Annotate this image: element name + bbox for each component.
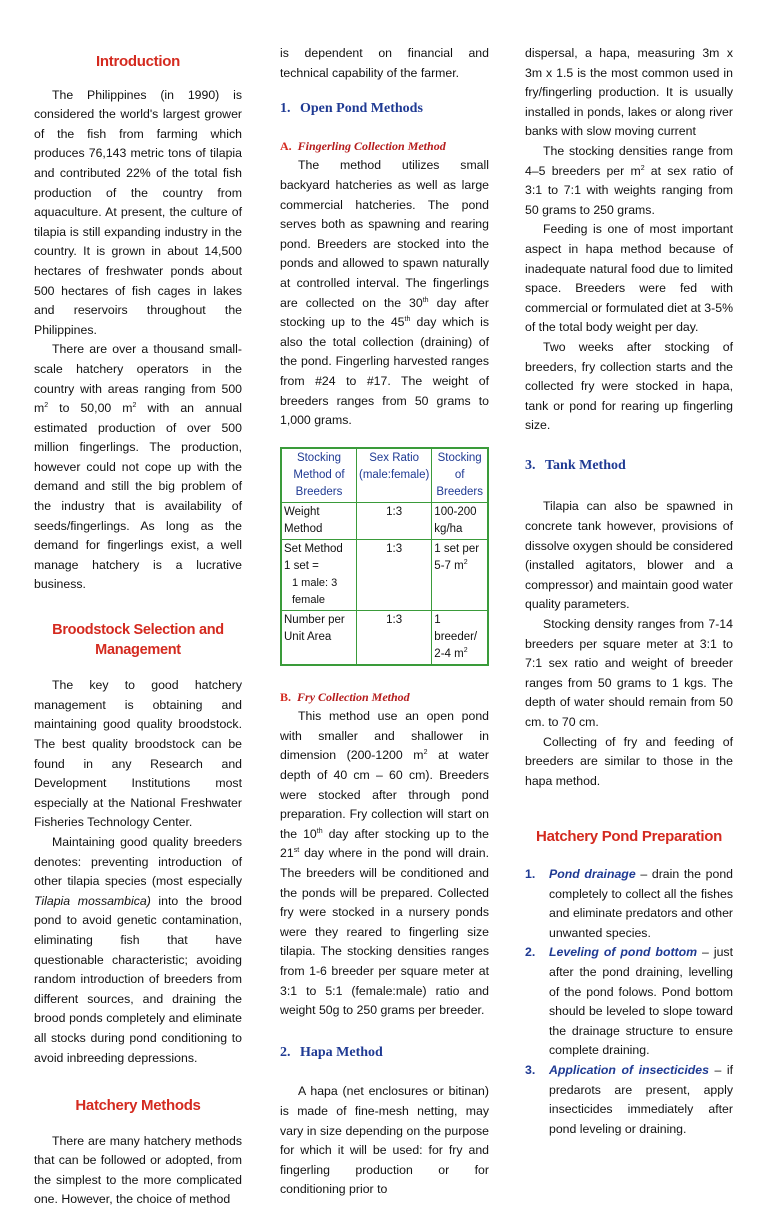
open-pond-heading: 1. Open Pond Methods bbox=[280, 99, 489, 119]
fry-paragraph: This method use an open pond with smaller and shallower in dimension (200-1200 $m^2$ at water depth of 40 cm – 60 cm). Breeders were stocked after through pond preparation. Fry collection will start on the 10th day after stocking up to the 21st day where in the pond will drain. The breeders will be conditioned and the ponds will be prepared. Collected fry were stocked in a nursery ponds were they reared to fingerling size tilapia. The stocking densities ranges from 1-6 breeder per square meter at 3:1 to 5:1 (female:male) ratio and weight 50g to 250 grams per breeder. bbox=[280, 709, 489, 1018]
table-cell: 100-200 kg/ha bbox=[432, 502, 488, 539]
table-cell: Set Method 1 set = 1 male: 3 female bbox=[281, 539, 357, 610]
table-header: Stocking of Breeders bbox=[432, 448, 488, 503]
tank-method-heading: 3. Tank Method bbox=[525, 456, 733, 476]
table-row bbox=[281, 539, 488, 610]
continued-paragraph: dispersal, a hapa, measuring 3m x 3m x 1.5 is the most common used in fry/fingerling production. It is usually installed in ponds, lakes or along river banks with slow moving current bbox=[525, 46, 733, 139]
table-cell: 1:3 bbox=[357, 539, 432, 610]
list-item: 2. Leveling of pond bottom – just after the pond draining, levelling of the pond folows. Pond bottom should be leveled to slope toward the drainage structure to ensure complete draining. bbox=[525, 945, 733, 1058]
hapa-paragraph: A hapa (net enclosures or bitinan) is made of fine-mesh netting, may vary in size depending on the purpose for which it will be used: for fry and fingerling production or for conditioning prior to bbox=[280, 1084, 489, 1197]
broodstock-paragraph-1: The key to good hatchery management is obtaining and maintaining good quality broodstock. The best quality broodstock can be found in any Research and Development Institutions most especially at the National Freshwater Fisheries Technology Center. bbox=[34, 678, 242, 830]
preparation-steps-list bbox=[525, 865, 733, 1139]
continued-paragraph: is dependent on financial and technical capability of the farmer. bbox=[280, 46, 489, 80]
table-cell: 1 breeder/ 2-4 $m^2$ bbox=[432, 610, 488, 665]
table-cell: Number per Unit Area bbox=[281, 610, 357, 665]
feeding-paragraph: Feeding is one of most important aspect in hapa method because of inadequate natural food due to limited space. Breeders were fed with commercial or formulated diet at 3-5% of the total body weight per day. bbox=[525, 222, 733, 335]
introduction-heading: Introduction bbox=[96, 53, 180, 70]
section-number: 3. bbox=[525, 457, 536, 473]
list-item: 1. Pond drainage – drain the pond completely to collect all the fishes and eliminate predators and other unwanted species. bbox=[525, 866, 733, 940]
stocking-density-paragraph: The stocking densities range from 4–5 breeders per $m^2$ at sex ratio of 3:1 to 7:1 with weights ranging from 50 grams to 250 grams. bbox=[525, 143, 733, 217]
table-cell: 1:3 bbox=[357, 502, 432, 539]
intro-paragraph-2: There are over a thousand small-scale hatchery operators in the country with areas ranging from 500 $m^2$ to 50,00 $m^2$ with an annual estimated production of over 500 million fingerlings. The production, however could not cope up with the demand and still the big problem of the industry that is availability of seeds/fingerlings. As long as the demand for fingerlings exist, a well manage hatchery is a lucrative business. bbox=[34, 342, 242, 592]
stocking-table bbox=[280, 447, 489, 666]
fingerling-collection-heading: A. Fingerling Collection Method bbox=[280, 138, 446, 153]
fingerling-paragraph: The method utilizes small backyard hatcheries as well as large commercial hatcheries. The pond serves both as spawning and rearing pond. Breeders are stocked into the ponds and allowed to spawn naturally at controlled interval. The fingerlings are collected on the 30th day after stocking up to the 45th day which is also the total collection (draining) of the pond. Fingerling harvested ranges from #24 to #17. The weight of breeders ranges from 50 grams to 1,000 grams. bbox=[280, 158, 489, 428]
fry-collection-paragraph: Two weeks after stocking of breeders, fry collection starts and the collected fry were stocked in hapa, tank or pond for rearing up fingerling size. bbox=[525, 339, 733, 433]
hatchery-methods-paragraph: There are many hatchery methods that can be followed or adopted, from the simplest to the more complicated one. However, the choice of method bbox=[34, 1133, 242, 1207]
table-cell: Weight Method bbox=[281, 502, 357, 539]
column-3 bbox=[525, 44, 733, 1139]
section-number: 1. bbox=[280, 101, 291, 117]
column-2 bbox=[280, 44, 489, 1200]
fry-collection-heading: B. Fry Collection Method bbox=[280, 689, 410, 704]
list-item: 3. Application of insecticides – if predarots are present, apply insecticides immediately after pond leveling or draining. bbox=[525, 1062, 733, 1136]
table-row bbox=[281, 610, 488, 665]
broodstock-paragraph-2: Maintaining good quality breeders denotes: preventing introduction of other tilapia species (most especially Tilapia mossambica) into the brood pond to avoid genetic contamination, eliminating fish that have questionable characteristic; avoiding random introduction of breeders from different sources, and draining the brood ponds completely and eliminate all stocks during pond conditioning to avoid inbreeding depressions. bbox=[34, 834, 242, 1065]
hatchery-methods-heading: Hatchery Methods bbox=[75, 1097, 201, 1115]
table-cell: 1 set per 5-7 $m^2$ bbox=[432, 539, 488, 610]
tank-paragraph-1: Tilapia can also be spawned in concrete tank however, provisions of dissolve oxygen should be considered (installed agitators, blower and a compressor) and maintain good water quality parameters. bbox=[525, 499, 733, 612]
broodstock-heading: Broodstock Selection and Management bbox=[52, 622, 224, 658]
table-header: Sex Ratio (male:female) bbox=[357, 448, 432, 503]
section-number: 2. bbox=[280, 1044, 291, 1060]
table-cell: 1:3 bbox=[357, 610, 432, 665]
table-header-row bbox=[281, 448, 488, 503]
pond-preparation-heading: Hatchery Pond Preparation bbox=[536, 828, 722, 846]
column-1 bbox=[34, 44, 242, 1210]
table-header: Stocking Method of Breeders bbox=[281, 448, 357, 503]
hapa-method-heading: 2. Hapa Method bbox=[280, 1043, 489, 1063]
tank-paragraph-2: Stocking density ranges from 7-14 breeders per square meter at 3:1 to 7:1 sex ratio and weight of breeder ranges from 50 grams to 1 kgs. The depth of water should remain from 50 cm. to 70 cm. bbox=[525, 617, 733, 729]
intro-paragraph-1: The Philippines (in 1990) is considered the world's largest grower of the fish from farming which produces 76,143 metric tons of tilapia and contributed 22% of the total fish production of the country from aquaculture. At present, the culture of tilapia is still expanding industry in the country. It is grown in about 14,500 hectares of freshwater ponds about 500 hectares of fish cages in lakes and reservoirs throughout the Philippines. bbox=[34, 87, 242, 337]
table-row bbox=[281, 502, 488, 539]
tank-paragraph-3: Collecting of fry and feeding of breeders are similar to those in the hapa method. bbox=[525, 734, 733, 788]
